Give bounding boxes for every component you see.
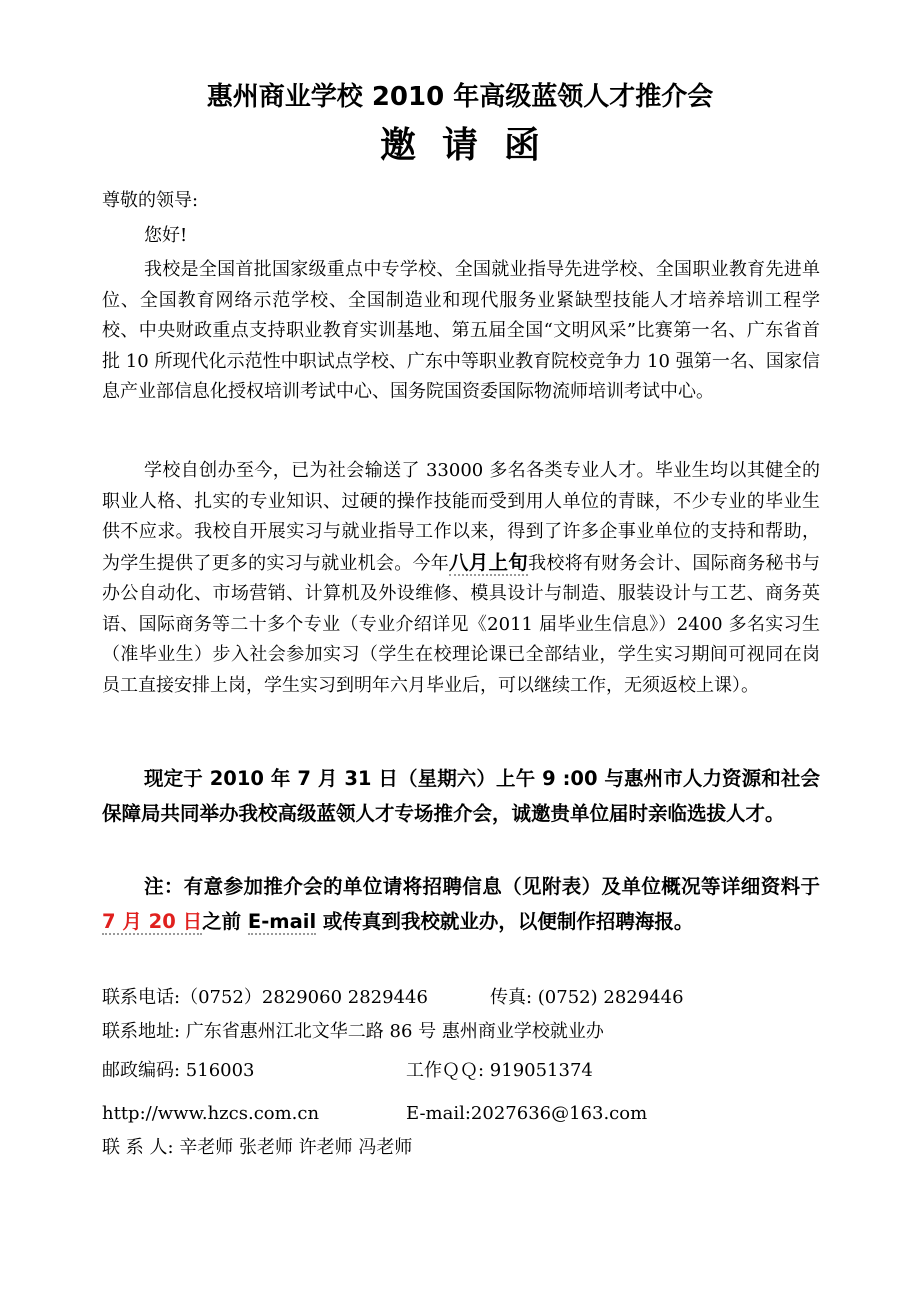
greeting-hello: 您好!: [144, 225, 188, 246]
registration-note-paragraph: [102, 870, 820, 939]
contact-address: 联系地址: 广东省惠州江北文华二路 86 号 惠州商业学校就业办: [102, 1021, 604, 1042]
highlight-early-august: 八月上旬: [449, 550, 529, 574]
contact-postcode: 邮政编码: 516003: [102, 1060, 255, 1081]
contact-phone: 联系电话:（0752）2829060 2829446: [102, 987, 428, 1008]
school-history-paragraph: [102, 456, 820, 701]
contact-fax: 传真: (0752) 2829446: [490, 987, 684, 1008]
note-text-part3: 或传真到我校就业办，以便制作招聘海报。: [316, 909, 694, 933]
note-email-word: E-mail: [247, 909, 317, 933]
history-text-part1: 学校自创办至今，已为社会输送了 33000 多名各类专业人才。毕业生均以其健全的职业人格、扎实的专业知识、过硬的操作技能而受到用人单位的青睐，不少专业的毕业生供不应求。我校自开展实习与就业指导工作以来，得到了许多企事业单位的支持和帮助，为学生提供了更多的实习与就业机会。今年: [102, 460, 820, 574]
contact-people: 联 系 人: 辛老师 张老师 许老师 冯老师: [102, 1137, 413, 1158]
history-text-part2: 我校将有财务会计、国际商务秘书与办公自动化、市场营销、计算机及外设维修、模具设计与制造、服装设计与工艺、商务英语、国际商务等二十多个专业（专业介绍详见《2011 届毕业生信息》）2400 多名实习生（准毕业生）步入社会参加实习（学生在校理论课已全部结业，学生实习期间可视同在岗员工直接安排上岗，学生实习到明年六月毕业后，可以继续工作，无须返校上课）。: [102, 552, 821, 696]
contact-email-link[interactable]: E-mail:2027636@163.com: [406, 1103, 648, 1124]
deadline-date: 7 月 20 日: [102, 909, 203, 933]
school-website-link[interactable]: http://www.hzcs.com.cn: [102, 1103, 320, 1124]
contact-qq: 工作ＱＱ: 919051374: [406, 1060, 593, 1081]
school-intro-paragraph: 我校是全国首批国家级重点中专学校、全国就业指导先进学校、全国职业教育先进单位、全国教育网络示范学校、全国制造业和现代服务业紧缺型技能人才培养培训工程学校、中央财政重点支持职业教育实训基地、第五届全国“文明风采”比赛第一名、广东省首批 10 所现代化示范性中职试点学校、广东中等职业教育院校竞争力 10 强第一名、国家信息产业部信息化授权培训考试中心、国务院国资委国际物流师培训考试中心。: [102, 259, 820, 402]
event-title: 惠州商业学校 2010 年高级蓝领人才推介会: [206, 82, 714, 112]
invitation-heading: 邀请函: [379, 125, 566, 166]
event-announcement-paragraph: 现定于 2010 年 7 月 31 日（星期六）上午 9 :00 与惠州市人力资源和社会保障局共同举办我校高级蓝领人才专场推介会，诚邀贵单位届时亲临选拔人才。: [102, 767, 820, 825]
salutation: 尊敬的领导:: [102, 190, 199, 211]
note-text-part2: 之前: [202, 909, 248, 933]
note-text-part1: 注：有意参加推介会的单位请将招聘信息（见附表）及单位概况等详细资料于: [144, 875, 820, 898]
